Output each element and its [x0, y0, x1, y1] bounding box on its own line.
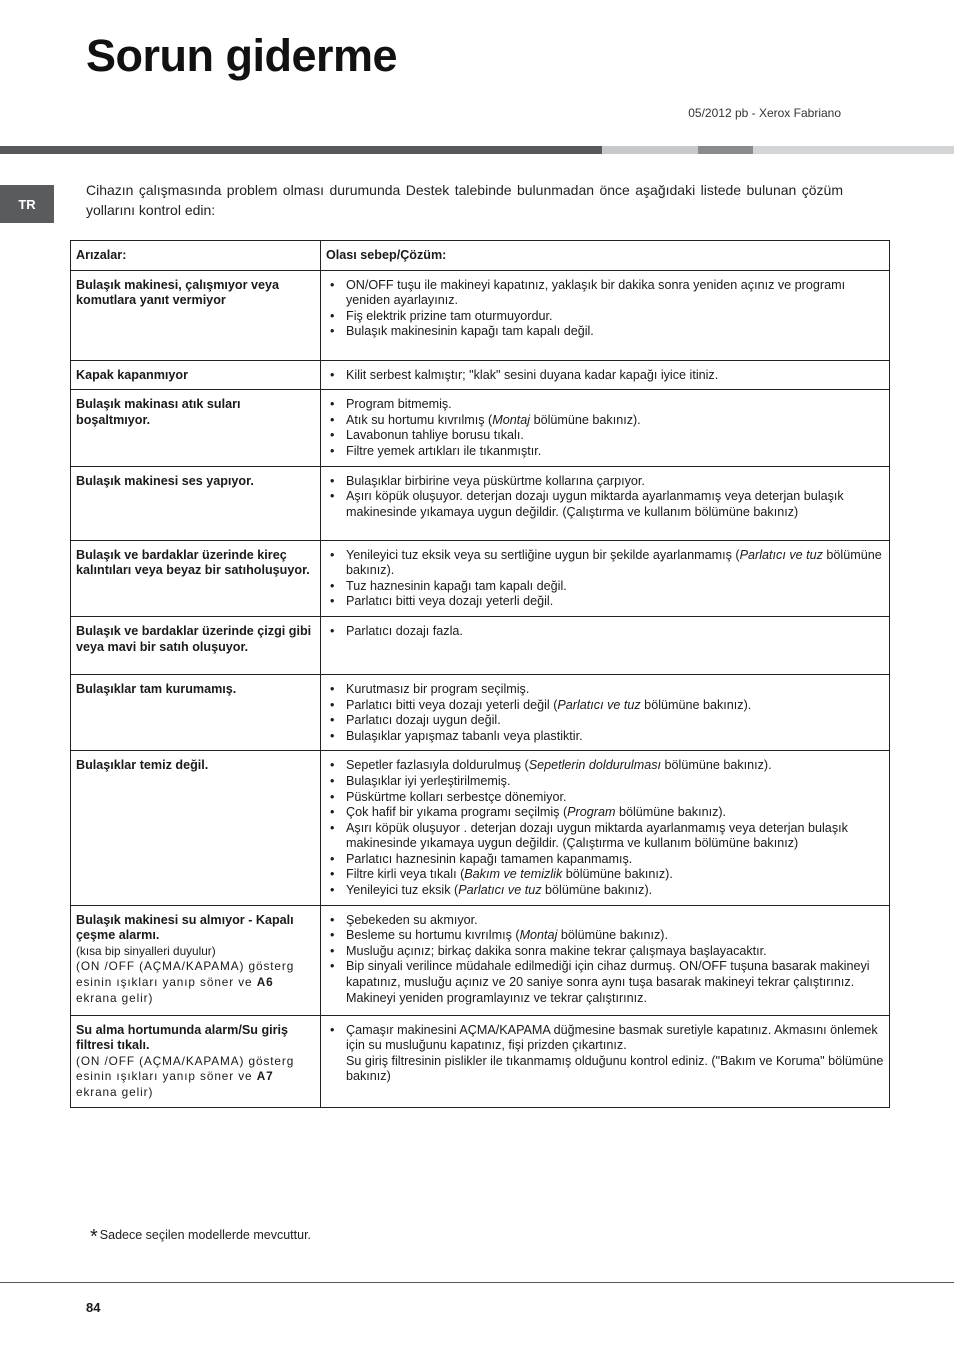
solution-item: • Musluğu açınız; birkaç dakika sonra makine tekrar çalışmaya başlayacaktır.: [326, 944, 884, 960]
solution-item: • Kurutmasız bir program seçilmiş.: [326, 682, 884, 698]
language-tab: TR: [0, 185, 54, 223]
error-code: A6: [256, 975, 274, 990]
solution-item: • Bulaşık makinesinin kapağı tam kapalı değil.: [326, 324, 884, 340]
header-fault: Arızalar:: [71, 241, 321, 271]
solution-item: • Şebekeden su akmıyor.: [326, 913, 884, 929]
solution-item-cont: yeniden ayarlayınız.: [346, 293, 459, 308]
fault-title: Su alma hortumunda alarm/Su giriş filtresi tıkalı.: [76, 1022, 289, 1053]
table-row: [71, 751, 890, 905]
solution-item: • Fiş elektrik prizine tam oturmuyordur.: [326, 309, 884, 325]
table-row: [71, 360, 890, 390]
solution-item: • Atık su hortumu kıvrılmış (Montaj bölümüne bakınız).: [326, 413, 884, 429]
solution-item: • Aşırı köpük oluşuyor . deterjan dozajı uygun miktarda ayarlanmamış veya deterjan bulaşık makinesinde yıkamaya uygun değildir. (Çalıştırma ve kullanım bölümüne bakınız): [326, 821, 884, 852]
fault-cell: [71, 905, 321, 1015]
solution-item-cont: Su giriş filtresinin pislikler ile tıkanmamış olduğunu kontrol ediniz. ("Bakım ve Koruma" bölümüne bakınız): [346, 1053, 884, 1084]
table-row: [71, 270, 890, 360]
fault-cell: Bulaşık makinesi, çalışmıyor veya komutlara yanıt vermiyor: [71, 270, 321, 360]
fault-cell: Bulaşıklar tam kurumamış.: [71, 674, 321, 750]
solution-item: • Kilit serbest kalmıştır; "klak" sesini duyana kadar kapağı iyice itiniz.: [326, 368, 884, 384]
solution-item: • Parlatıcı dozajı uygun değil.: [326, 713, 884, 729]
solution-item: • Bulaşıklar birbirine veya püskürtme kollarına çarpıyor.: [326, 474, 884, 490]
solution-item: • Çamaşır makinesini AÇMA/KAPAMA düğmesine basmak suretiyle kapatınız. Akmasını önlemek için su musluğunu kapatınız, fişi prizden çıkartınız.: [326, 1023, 884, 1054]
solution-cell: [321, 270, 890, 360]
fault-extra: (ON /OFF (AÇMA/KAPAMA) gösterg esinin ışıkları yanıp söner ve A6 ekrana gelir): [76, 959, 295, 1005]
solution-item: • Lavabonun tahliye borusu tıkalı.: [326, 428, 884, 444]
solution-cell: [321, 390, 890, 466]
header-bar-light: [602, 146, 698, 154]
solution-cell: [321, 751, 890, 905]
solution-item: • Püskürtme kolları serbestçe dönemiyor.: [326, 790, 884, 806]
page-title: Sorun giderme: [86, 30, 398, 81]
solution-item: • Aşırı köpük oluşuyor. deterjan dozajı uygun miktarda ayarlanmamış veya deterjan bulaşık makinesinde yıkamaya uygun değildir. (Çalıştırma ve kullanım bölümüne bakınız): [326, 489, 884, 520]
footer-divider: [0, 1282, 954, 1283]
table-row: [71, 616, 890, 674]
fault-note: (kısa bip sinyalleri duyulur): [76, 943, 216, 958]
table-row: [71, 905, 890, 1015]
solution-item: • Bulaşıklar yapışmaz tabanlı veya plastiktir.: [326, 729, 884, 745]
solution-item: • Besleme su hortumu kıvrılmış (Montaj bölümüne bakınız).: [326, 928, 884, 944]
solution-item: • ON/OFF tuşu ile makineyi kapatınız, yaklaşık bir dakika sonra yeniden açınız ve programı: [326, 278, 884, 294]
solution-cell: [321, 1015, 890, 1107]
solution-item: • Parlatıcı haznesinin kapağı tamamen kapanmamış.: [326, 852, 884, 868]
solution-item: • Sepetler fazlasıyla doldurulmuş (Sepetlerin doldurulması bölümüne bakınız).: [326, 758, 884, 774]
footnote-text: Sadece seçilen modellerde mevcuttur.: [99, 1228, 312, 1242]
fault-cell: Bulaşıklar temiz değil.: [71, 751, 321, 905]
fault-extra: (ON /OFF (AÇMA/KAPAMA) gösterg esinin ışıkları yanıp söner ve A7 ekrana gelir): [76, 1053, 295, 1100]
print-info: 05/2012 pb - Xerox Fabriano: [688, 106, 841, 120]
table-row: [71, 390, 890, 466]
solution-cell: [321, 540, 890, 616]
solution-item: • Parlatıcı bitti veya dozajı yeterli değil (Parlatıcı ve tuz bölümüne bakınız).: [326, 698, 884, 714]
fault-cell: Bulaşık ve bardaklar üzerinde kireç kalıntıları veya beyaz bir satıholuşuyor.: [71, 540, 321, 616]
solution-item: • Filtre kirli veya tıkalı (Bakım ve temizlik bölümüne bakınız).: [326, 867, 884, 883]
fault-cell: Bulaşık makinesi ses yapıyor.: [71, 466, 321, 540]
header-solution: Olası sebep/Çözüm:: [321, 241, 890, 271]
solution-cell: [321, 905, 890, 1015]
fault-title: Bulaşık makinesi su almıyor - Kapalı çeşme alarmı.: [76, 912, 294, 943]
header-bar-light-end: [753, 146, 954, 154]
solution-item: • Tuz haznesinin kapağı tam kapalı değil.: [326, 579, 884, 595]
solution-cell: [321, 466, 890, 540]
table-row: [71, 466, 890, 540]
header-bar-mid: [698, 146, 753, 154]
fault-cell: Kapak kapanmıyor: [71, 360, 321, 390]
solution-item: • Filtre yemek artıkları ile tıkanmıştır.: [326, 444, 884, 460]
solution-cell: [321, 360, 890, 390]
solution-item: • Bip sinyali verilince müdahale edilmediği için cihaz durmuş. ON/OFF tuşuna basarak makineyi kapatınız, musluğu açınız ve 20 saniye sonra aynı tuşa basarak makineyi tekrar çalıştırınız. Makineyi yeniden programlayınız ve tekrar çalıştırınız.: [326, 959, 884, 1006]
footnote: [90, 1222, 312, 1248]
solution-item: • Bulaşıklar iyi yerleştirilmemiş.: [326, 774, 884, 790]
solution-item: • Çok hafif bir yıkama programı seçilmiş (Program bölümüne bakınız).: [326, 805, 884, 821]
solution-item: • Program bitmemiş.: [326, 397, 884, 413]
table-header-row: [71, 241, 890, 271]
footnote-star: *: [90, 1226, 98, 1248]
fault-cell: [71, 1015, 321, 1107]
table-row: [71, 674, 890, 750]
solution-cell: [321, 616, 890, 674]
fault-cell: Bulaşık ve bardaklar üzerinde çizgi gibi veya mavi bir satıh oluşuyor.: [71, 616, 321, 674]
table-row: [71, 1015, 890, 1107]
error-code: A7: [256, 1069, 274, 1084]
header-bar-dark: [0, 146, 602, 154]
solution-item: • Parlatıcı bitti veya dozajı yeterli değil.: [326, 594, 884, 610]
page-number: 84: [86, 1300, 101, 1315]
solution-item: • Parlatıcı dozajı fazla.: [326, 624, 884, 640]
solution-item: • Yenileyici tuz eksik veya su sertliğine uygun bir şekilde ayarlanmamış (Parlatıcı ve tuz bölümüne bakınız).: [326, 548, 884, 579]
solution-item: • Yenileyici tuz eksik (Parlatıcı ve tuz bölümüne bakınız).: [326, 883, 884, 899]
intro-text: Cihazın çalışmasında problem olması durumunda Destek talebinde bulunmadan önce aşağıdaki listede bulunan çözüm yollarını kontrol edin:: [86, 182, 843, 218]
table-row: [71, 540, 890, 616]
troubleshooting-table: [70, 240, 890, 1108]
fault-cell: Bulaşık makinası atık suları boşaltmıyor.: [71, 390, 321, 466]
solution-cell: [321, 674, 890, 750]
